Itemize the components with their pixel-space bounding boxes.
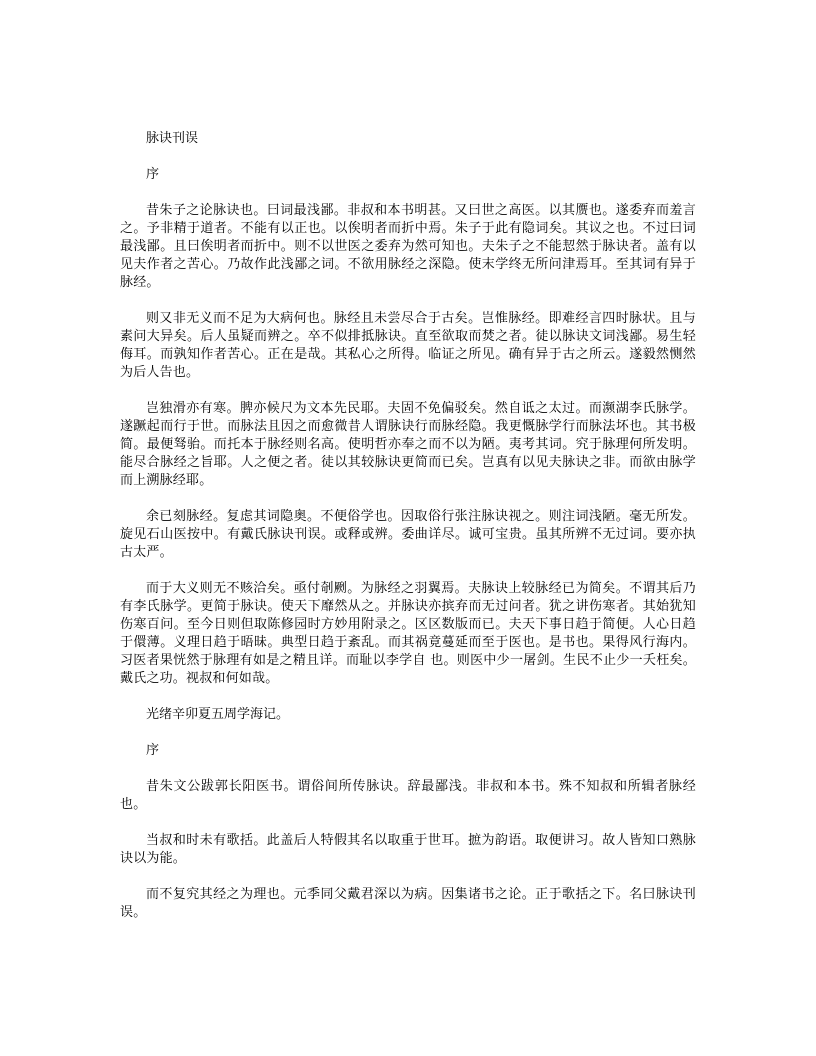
document-page [120,130,696,940]
paragraph-4: 余已刻脉经。复虑其词隐奥。不便俗学也。因取俗行张注脉诀视之。则注词浅陋。毫无所发。旋见石山医按中。有戴氏脉诀刊误。或释或辨。委曲详尽。诚可宝贵。虽其所辨不无过词。要亦执古太严。 [120,509,696,560]
paragraph-7: 当叔和时未有歌括。此盖后人特假其名以取重于世耳。摭为韵语。取便讲习。故人皆知口熟脉诀以为能。 [120,833,696,866]
preface-signature: 光绪辛卯夏五周学海记。 [146,707,290,722]
preface-heading-1: 序 [146,167,160,182]
paragraph-5: 而于大义则无不赅洽矣。亟付剞劂。为脉经之羽翼焉。夫脉诀上较脉经已为简矣。不谓其后乃有李氏脉学。更简于脉诀。使天下靡然从之。并脉诀亦摈弃而无过问者。犹之讲伤寒者。其始犹知伤寒百问。至今日则但取陈修园时方妙用附录之。区区数版而已。夫天下事日趋于简便。人心日趋于儇薄。义理日趋于晤昧。典型日趋于紊乱。而其祸竟蔓延而至于医也。是书也。果得风行海内。习医者果恍然于脉理有如是之精且详。而耻以李学自 也。则医中少一屠剑。生民不止少一夭枉矣。戴氏之功。视叔和何如哉。 [120,581,696,686]
paragraph-6: 昔朱文公跋郭长阳医书。谓俗间所传脉诀。辞最鄙浅。非叔和本书。殊不知叔和所辑者脉经也。 [120,779,696,812]
document-title: 脉诀刊误 [146,131,199,146]
paragraph-1: 昔朱子之论脉诀也。曰词最浅鄙。非叔和本书明甚。又曰世之高医。以其赝也。遂委弃而羞言之。予非精于道者。不能有以正也。以俟明者而折中焉。朱子于此有隐词矣。其议之也。不过曰词最浅鄙。且曰俟明者而折中。则不以世医之委弃为然可知也。夫朱子之不能恝然于脉诀者。盖有以见夫作者之苦心。乃故作此浅鄙之词。不欲用脉经之深隐。使末学终无所问津焉耳。至其词有异于脉经。 [120,203,696,290]
paragraph-2: 则又非无义而不足为大病何也。脉经且未尝尽合于古矣。岂惟脉经。即难经言四时脉状。且与素问大异矣。后人虽疑而辨之。卒不似排抵脉诀。直至欲取而焚之者。徒以脉诀文词浅鄙。易生轻侮耳。而孰知作者苦心。正在是哉。其私心之所得。临证之所见。确有异于古之所云。遂毅然恻然为后人告也。 [120,311,696,380]
paragraph-3: 岂独滑亦有寒。脾亦候尺为文本先民耶。夫固不免偏驳矣。然自诋之太过。而濒湖李氏脉学。遂蹶起而行于世。而脉法且因之而愈微昔人谓脉诀行而脉经隐。我更慨脉学行而脉法坏也。其书极简。最便驽骀。而托本于脉经则名高。使明哲亦奉之而不以为陋。夷考其词。究于脉理何所发明。能尽合脉经之旨耶。人之便之者。徒以其较脉诀更简而已矣。岂真有以见夫脉诀之非。而欲由脉学而上溯脉经耶。 [120,401,696,488]
preface-heading-2: 序 [146,743,160,758]
paragraph-8: 而不复究其经之为理也。元季同父戴君深以为病。因集诸书之论。正于歌括之下。名曰脉诀刊误。 [120,887,696,920]
